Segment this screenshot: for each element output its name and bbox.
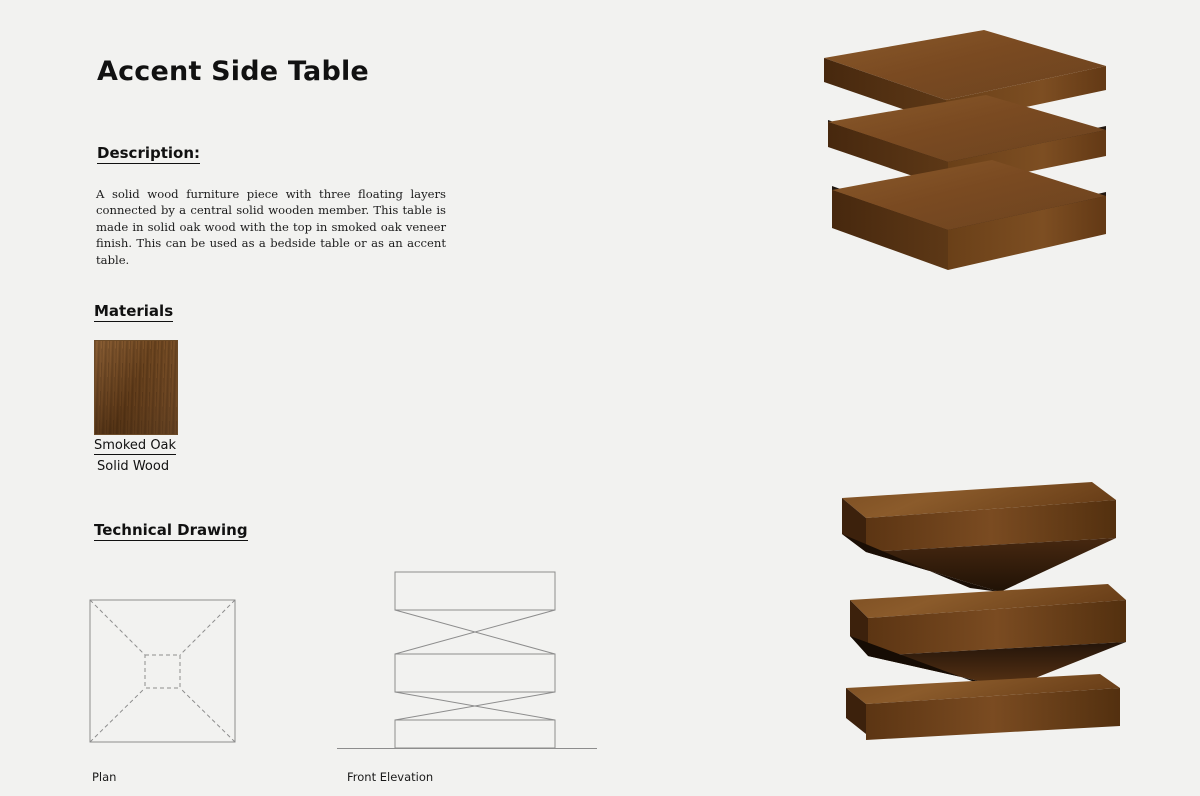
page-title: Accent Side Table (97, 56, 369, 87)
front-elevation-drawing (337, 562, 597, 767)
description-heading: Description: (97, 144, 201, 162)
render-exploded-stack (806, 20, 1126, 350)
material-swatch-smoked-oak (94, 340, 178, 435)
render-front-stack (820, 460, 1130, 760)
plan-caption: Plan (92, 770, 117, 784)
slab-bottom (832, 160, 1106, 270)
front-elevation-caption: Front Elevation (347, 770, 434, 784)
technical-drawing-heading: Technical Drawing (94, 521, 248, 539)
technical-drawing-area (92, 560, 652, 796)
material-swatch-label (94, 438, 176, 474)
left-content-column (92, 0, 772, 796)
front-slab-bottom (846, 674, 1120, 740)
plan-view-drawing (88, 596, 258, 796)
description-text: A solid wood furniture piece with three floating layers connected by a central solid wooden member. This table is made in solid oak wood with the top in smoked oak veneer finish. This can be used as a bedside table or as an accent table. (96, 187, 446, 267)
material-name-line2: Solid Wood (97, 459, 170, 474)
materials-heading: Materials (94, 302, 174, 320)
material-name-line1: Smoked Oak (94, 438, 177, 453)
